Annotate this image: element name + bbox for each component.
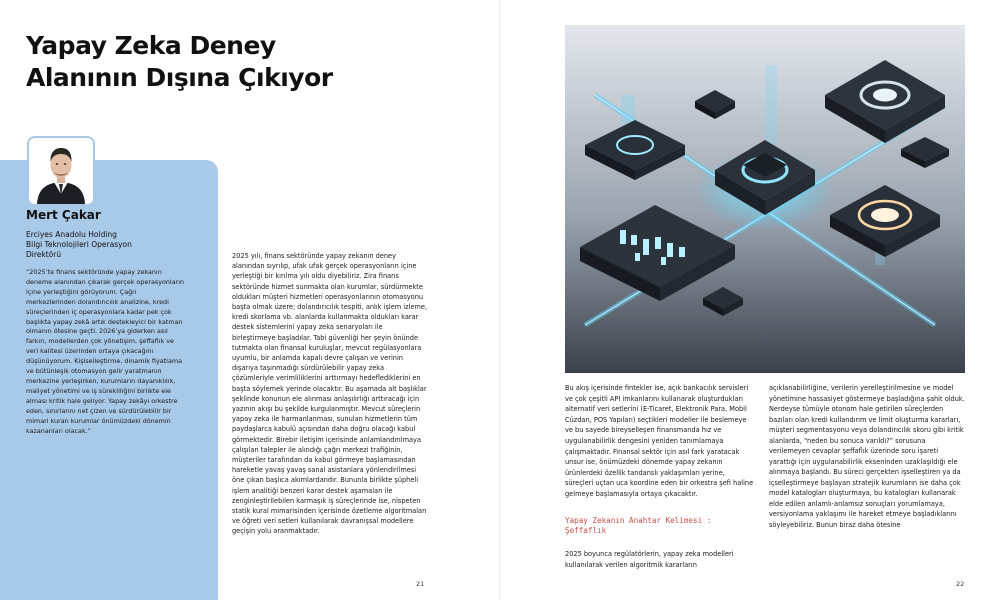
title-line-2: Alanının Dışına Çıkıyor bbox=[26, 63, 333, 92]
title-line-1: Yapay Zeka Deney bbox=[26, 31, 276, 60]
hero-illustration bbox=[565, 25, 965, 373]
article-title bbox=[26, 30, 406, 94]
section-subheading: Yapay Zekanın Anahtar Kelimesi : Şeffaflık bbox=[565, 516, 712, 535]
author-title-line-3: Direktörü bbox=[26, 250, 62, 259]
page-number-left: 21 bbox=[416, 580, 425, 588]
body-column-1: 2025 yılı, finans sektöründe yapay zekanın deney alanından sıyrılıp, ufak ufak gerçek operasyonların içine yerleştiği bir kırılma yılı oldu diyebiliriz. Zira finans sektöründe hizmet sunmakta olan kurumlar, sürdürmekte oldukları müşteri hizmetleri operasyonlarının otomasyonu başta olmak üzere; dolandırıcılık tespiti, anlık işlem izleme, kredi skorlama vb. alanlarda kullanmakta oldukları karar destek sistemlerini yapay zeka senaryoları ile birleştirmeye başladılar. Tabi güvenliği her şeyin önünde tutmakta olan finansal kuruluşlar, mevcut regülasyonlara uyumlu, bir anlamda kapalı devre çalışan ve verinin dışarıya taşınmadığı sürdürülebilir yapay zeka çözümleriyle verimliliklerini arttırmayı hedeflediklerini en başta söylemek yerinde olacaktır. Bu aşamada alt başlıklar şeklinde konunun ele alınması anlaşılırlığı arttıracağı için yazının akışı bu şekilde kurgulanmıştır. Mevcut süreçlerin yapay zeka ile harmanlanması, sunulan hizmetlerin tüm paydaşlarca kabulü açısından daha doğru olacağı kabul görmektedir. Birebir iletişim içerisinde anlamlandırılmaya çalışılan talepler ile alındığı çağrı merkezi trafiğinin, müşteriler tarafından da kabul görmeye başlamasından hareketle yavaş yavaş sanal asistanlara yönlendirilmesi öne çıkan başlıca akımlardandır. Bununla birlikte şüpheli işlem analitiği benzeri karar destek aşamaları ile zenginleştirilebilen karmaşık iş süreçlerinde ise, nispeten statik kural mimarisinden içerisinde özetleme algoritmaları ve öğreti veri setleri kullanılarak davranışsal modellere geçişin yolu aranmaktadır. bbox=[232, 252, 428, 536]
author-job-title bbox=[26, 230, 206, 260]
body-column-2-continued: 2025 boyunca regülatörlerin, yapay zeka modelleri kullanılarak verilen algoritmik kararların bbox=[565, 550, 734, 569]
author-quote: “2025’te finans sektöründe yapay zekanın deneme alanından çıkarak gerçek operasyonların içine yerleştiğini görüyorum. Çağrı merkezlerinden dolandırıcılık analizine, kredi süreçlerinden iç operasyonlara kadar pek çok başlıkta yapay zekâ artık destekleyici bir katman olmanın ötesine geçti. 2026’ya giderken asıl farkın, modellerden çok yönetişim, şeffaflık ve veri kalitesi üzerinden ortaya çıkacağını düşünüyorum. Kişiselleştirme, dinamik fiyatlama ve bütünleşik otomasyon gelir yaratmanın merkezine yerleşirken, kurumların dayanıklılık, maliyet yönetimi ve iş sürekliliğini birlikte ele alması kritik hale geliyor. Yapay zekâyı orkestre eden, sınırlarını net çizen ve sürdürülebilir bir mimari kuran kurumlar önümüzdeki dönemin kazananları olacak.” bbox=[26, 268, 185, 435]
page-number-right: 22 bbox=[956, 580, 965, 588]
author-photo bbox=[27, 136, 95, 206]
author-name: Mert Çakar bbox=[26, 208, 101, 222]
page-spine bbox=[499, 0, 501, 600]
body-column-2: Bu akış içerisinde fintekler ise, açık bankacılık servisleri ve çok çeşitli API imkanlarını kullanarak oluşturdukları alternatif veri setlerini (E-Ticaret, Elektronik Para, Mobil Cüzdan, POS Yapıları) seçtikleri modeller ile beslemeye ve bu sayede bireyselleşen finansmanda hız ve uygulanabilirlik dengesini yeniden tanımlamaya çalışmaktadır. Finansal sektör için asıl fark yaratacak unsur ise, önümüzdeki dönemde yapay zekanın ürünlerdeki özellik tandanslı yaklaşımları yerine, süreçleri uçtan uca koordine eden bir orkestra şefi haline gelmeye başlamasıyla ortaya çıkacaktır. bbox=[565, 384, 754, 498]
author-title-line-1: Erciyes Anadolu Holding bbox=[26, 230, 117, 239]
body-column-3: açıklanabilirliğine, verilerin yerelleştirilmesine ve model yönetimine hassasiyet göstermeye başladığına şahit olduk. Nerdeyse tümüyle otonom hale getirilen süreçlerden bazıları olan kredi kullandırım ve limit oluşturma kararları, müşteri segmentasyonu veya dolandırıcılık skoru gibi kritik alanlarda, “neden bu sonuca varıldı?” sorusuna verilemeyen cevaplar şeffaflık üzerinde soru işareti yarattığı için uygulanabilirlik ekseninden uzaklaşıldığı ele alınmaya başlandı. Bu süreci gerçekten işselleştiren ya da içselleştirmeye başlayan stratejik kurumların ise daha çok model katalogları oluşturmaya, bu katalogları kullanarak elde edilen anlamlı-anlamsız sonuçları yorumlamaya, versiyonlama yaklaşımı ile hareket etmeye başladıklarını söyleyebiliriz. Bunun biraz daha ötesine bbox=[769, 384, 965, 529]
author-title-line-2: Bilgi Teknolojileri Operasyon bbox=[26, 240, 132, 249]
